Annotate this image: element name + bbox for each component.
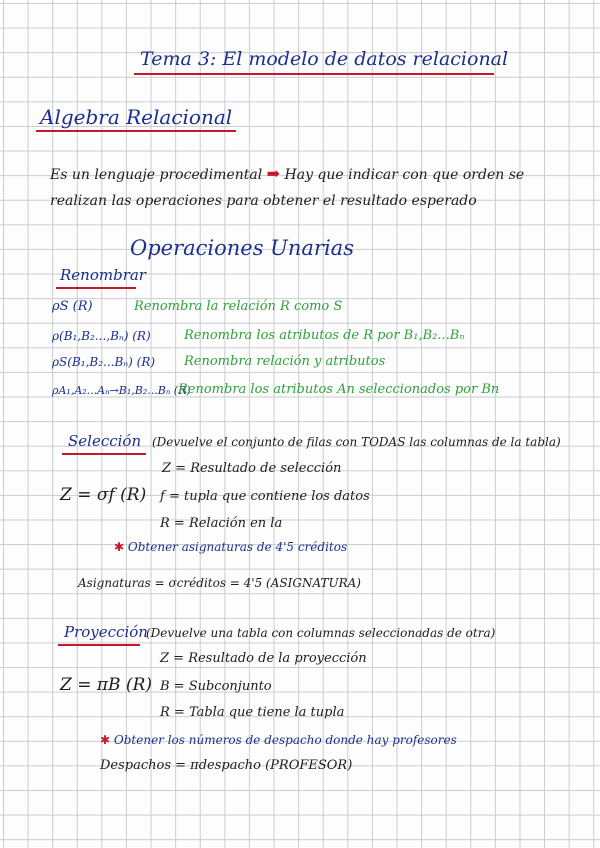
proyeccion-formula: Z = πB (R) bbox=[60, 675, 152, 695]
renombrar-formula-3: ρS(B₁,B₂...Bₙ) (R) bbox=[52, 355, 156, 369]
proyeccion-legend-b: B = Subconjunto bbox=[160, 679, 272, 694]
renombrar-formula-1: ρS (R) bbox=[52, 299, 93, 314]
seleccion-example-formula: Asignaturas = σcréditos = 4'5 (ASIGNATURA) bbox=[78, 576, 361, 590]
proyeccion-example-row bbox=[100, 734, 457, 746]
renombrar-formula-2: ρ(B₁,B₂...,Bₙ) (R) bbox=[52, 329, 151, 343]
renombrar-desc-1: Renombra la relación R como S bbox=[134, 299, 343, 314]
seleccion-example-label: Obtener asignaturas de 4'5 créditos bbox=[127, 540, 348, 554]
asterisk-icon: ✱ bbox=[100, 733, 111, 747]
operaciones-unarias-heading: Operaciones Unarias bbox=[130, 236, 354, 260]
seleccion-example-row bbox=[114, 541, 347, 553]
seleccion-title: Selección bbox=[68, 432, 142, 450]
renombrar-title: Renombrar bbox=[60, 266, 146, 284]
seleccion-legend-z: Z = Resultado de selección bbox=[162, 461, 342, 476]
intro-line-1 bbox=[50, 166, 524, 182]
intro-text: Es un lenguaje procedimental bbox=[50, 167, 263, 183]
proyeccion-legend-z: Z = Resultado de la proyección bbox=[160, 651, 367, 666]
proyeccion-underline bbox=[58, 644, 140, 646]
asterisk-icon: ✱ bbox=[114, 540, 125, 554]
seleccion-underline bbox=[62, 453, 146, 455]
renombrar-desc-2: Renombra los atributos de R por B₁,B₂...Bₙ bbox=[184, 328, 465, 343]
intro-text-continued: Hay que indicar con que orden se bbox=[284, 167, 525, 183]
section-heading: Algebra Relacional bbox=[40, 105, 233, 129]
seleccion-legend-f: f = tupla que contiene los datos bbox=[160, 489, 370, 504]
seleccion-description: (Devuelve el conjunto de filas con TODAS las columnas de la tabla) bbox=[152, 435, 561, 449]
renombrar-desc-3: Renombra relación y atributos bbox=[184, 354, 386, 369]
proyeccion-example-formula: Despachos = πdespacho (PROFESOR) bbox=[100, 758, 353, 773]
proyeccion-description: (Devuelve una tabla con columnas seleccionadas de otra) bbox=[146, 626, 496, 640]
heading-underline bbox=[36, 130, 236, 132]
proyeccion-legend-r: R = Tabla que tiene la tupla bbox=[160, 705, 345, 720]
page-title: Tema 3: El modelo de datos relacional bbox=[140, 48, 509, 70]
proyeccion-title: Proyección bbox=[64, 623, 148, 641]
proyeccion-example-label: Obtener los números de despacho donde hay profesores bbox=[113, 733, 457, 747]
renombrar-desc-4: Renombra los atributos An seleccionados por Bn bbox=[178, 382, 500, 397]
seleccion-legend-r: R = Relación en la bbox=[160, 516, 283, 531]
right-arrow-icon: ➡ bbox=[266, 164, 281, 183]
seleccion-formula: Z = σf (R) bbox=[60, 485, 147, 505]
title-underline bbox=[134, 73, 494, 75]
renombrar-underline bbox=[56, 287, 136, 289]
renombrar-formula-4: ρA₁,A₂...Aₙ→B₁,B₂...Bₙ (R) bbox=[52, 384, 191, 397]
intro-line-2: realizan las operaciones para obtener el resultado esperado bbox=[50, 193, 477, 209]
